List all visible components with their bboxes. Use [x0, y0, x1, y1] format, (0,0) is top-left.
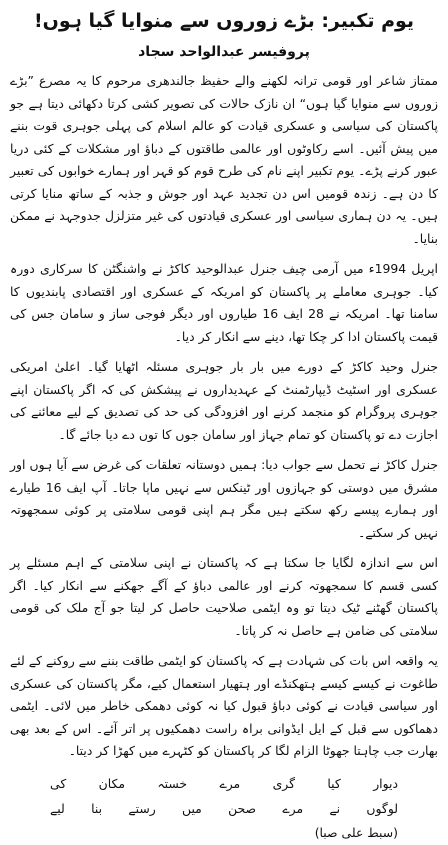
paragraph-4: جنرل کاکڑ نے تحمل سے جواب دیا: ہمیں دوستانہ تعلقات کی غرض سے آیا ہوں اور مشرق میں دوستی کو جہازوں اور ٹینکس سے نہیں ماپا جاتا۔ آپ ایف 16 طیارے اور ہمارے پیسے رکھ سکتے ہیں مگر ہم اپنی قومی سلامتی پر کوئی سمجھوتہ نہیں کر سکتے۔: [10, 457, 439, 540]
poem-line-2: لوگوں نے مرے صحن میں رستے بنا لیے: [50, 800, 398, 816]
paragraph-1: ممتاز شاعر اور قومی ترانہ لکھنے والے حفیظ جالندھری مرحوم کا یہ مصرع ”بڑے زوروں سے منوایا گیا ہوں“ ان نازک حالات کی تصویر کشی کرتا دکھائی دیتا ہے جو پاکستان کی سیاسی و عسکری قیادت کو عالم اسلام کی پہلی جوہری قوت بننے میں پیش آئیں۔ اسے رکاوٹوں اور عالمی طاقتوں کے دباؤ اور مشکلات کے کئی دریا عبور کرنے پڑے۔ یوم تکبیر اپنے نام کی طرح قوم کو قہر اور ہمارے خوابوں کی تعبیر کا دن ہے۔ زندہ قومیں اس دن تجدید عہد اور جوش و جذبہ کے ساتھ منایا کرتی ہیں۔ یہ دن ہماری سیاسی اور عسکری قیادتوں کی غیر متزلزل جدوجہد نے ممکن بنایا۔: [10, 73, 438, 246]
poem-couplet: [10, 771, 438, 821]
paragraph-6: یہ واقعہ اس بات کی شہادت ہے کہ پاکستان کو ایٹمی طاقت بننے سے روکنے کے لئے طاغوت نے کیسے کیسے ہتھکنڈے اور ہتھیار استعمال کیے، مگر پاکستان کی عسکری اور سیاسی قیادت نے کوئی دباؤ قبول کیا نہ کوئی دھمکی خاطر میں لائی۔ ایٹمی دھماکوں سے قبل کے ایل ایڈوانی براہ راست دھمکیوں پر اتر آئے۔ اس کے بعد بھی بھارت جب چاہتا جھوٹا الزام لگا کر پاکستان کو کٹہرے میں کھڑا کر دیتا۔: [10, 653, 438, 758]
paragraph-5: اس سے اندازہ لگایا جا سکتا ہے کہ پاکستان نے اپنی سلامتی کے اہم مسئلے پر کسی قسم کا سمجھوتہ کرنے اور عالمی دباؤ کے آگے جھکنے سے انکار کیا۔ اگر پاکستان گھٹنے ٹیک دیتا تو وہ ایٹمی صلاحیت حاصل کر لیتا جو آج ملک کی قومی سلامتی کی ضامن ہے حاصل نہ کر پاتا۔: [10, 555, 438, 638]
poem-attribution: (سبط علی صبا): [314, 824, 398, 840]
article-author: پروفیسر عبدالواحد سجاد: [138, 44, 310, 60]
article-body: [10, 70, 438, 845]
paragraph-3: جنرل وحید کاکڑ کے دورے میں بار بار جوہری مسئلہ اٹھایا گیا۔ اعلیٰ امریکی عسکری اور اسٹیٹ ڈیپارٹمنٹ کے عہدیداروں نے پیشکش کی کہ اگر پاکستان اپنے جوہری پروگرام کو منجمد کرنے اور افزودگی کی حد کی تصدیق کے لیے معائنے کی اجازت دے تو پاکستان کو تمام جہاز اور سامان جوں کا توں دے دیا جائے گا۔: [10, 359, 438, 442]
poem-line-1: دیوار کیا گری مرے خستہ مکان کی: [50, 775, 398, 791]
article-title: یوم تکبیر: بڑے زوروں سے منوایا گیا ہوں!: [33, 10, 415, 32]
paragraph-2: اپریل 1994ء میں آرمی چیف جنرل عبدالوحید کاکڑ نے واشنگٹن کا سرکاری دورہ کیا۔ جوہری معاملے پر پاکستان کو امریکہ کے عسکری اور اقتصادی پابندیوں کا سامنا تھا۔ امریکہ نے 28 ایف 16 طیاروں اور دیگر فوجی ساز و سامان جس کی قیمت پاکستان ادا کر چکا تھا، دینے سے انکار کر دیا۔: [10, 261, 438, 344]
